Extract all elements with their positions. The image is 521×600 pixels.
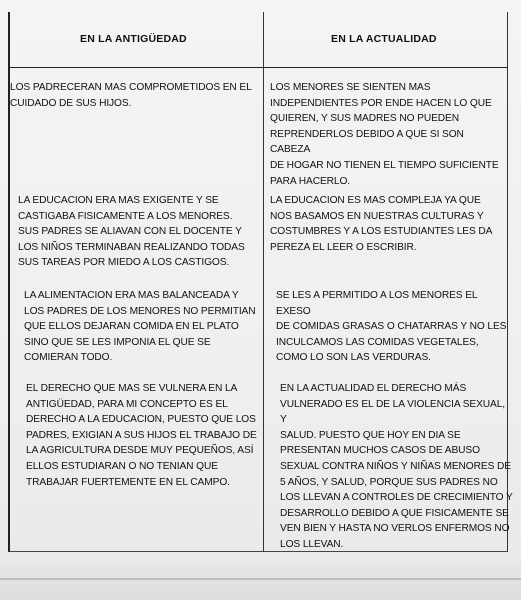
- row-3-antiguedad: LA ALIMENTACION ERA MAS BALANCEADA Y LOS PADRES DE LOS MENORES NO PERMITIAN QUE ELLOS DEJARAN COMIDA EN EL PLATO SINO QUE SE LES IMPONIA EL QUE SE COMIERAN TODO.: [24, 290, 256, 364]
- header-actualidad: EN LA ACTUALIDAD: [331, 33, 437, 45]
- row-4-antiguedad: EL DERECHO QUE MAS SE VULNERA EN LA ANTIGÜEDAD, PARA MI CONCEPTO ES EL DERECHO A LA EDUCACION, PUESTO QUE LOS PADRES, EXIGIAN A SUS HIJOS EL TRABAJO DE LA AGRICULTURA DESDE MUY PEQUEÑOS, ASÍ ELLOS ESTUDIARAN O NO TENIAN QUE TRABAJAR FUERTEMENTE EN EL CAMPO.: [26, 383, 257, 488]
- row-3-actualidad: SE LES A PERMITIDO A LOS MENORES EL EXESO DE COMIDAS GRASAS O CHATARRAS Y NO LES INCULCAMOS LAS COMIDAS VEGETALES, COMO LO SON LAS VERDURAS.: [276, 290, 507, 364]
- scan-edge-line: [0, 578, 521, 580]
- scan-bottom-edge: [0, 566, 521, 600]
- header-antiguedad: EN LA ANTIGÜEDAD: [80, 33, 187, 45]
- table-header-row: [8, 12, 508, 68]
- row-1-actualidad: LOS MENORES SE SIENTEN MAS INDEPENDIENTES POR ENDE HACEN LO QUE QUIEREN, Y SUS MADRES NO PUEDEN REPRENDERLOS DEBIDO A QUE SI SON CABEZA DE HOGAR NO TIENEN EL TIEMPO SUFICIENTE PARA HACERLO.: [270, 82, 499, 187]
- row-4-actualidad: EN LA ACTUALIDAD EL DERECHO MÁS VULNERADO ES EL DE LA VIOLENCIA SEXUAL, Y SALUD. PUESTO QUE HOY EN DIA SE PRESENTAN MUCHOS CASOS DE ABUSO SEXUAL CONTRA NIÑOS Y NIÑAS MENORES DE 5 AÑOS, Y SALUD, PORQUE SUS PADRES NO LOS LLEVAN A CONTROLES DE CRECIMIENTO Y DESARROLLO DEBIDO A QUE FISICAMENTE SE VEN BIEN Y HASTA NO VERLOS ENFERMOS NO LOS LLEVAN.: [280, 383, 513, 550]
- row-2-actualidad: LA EDUCACION ES MAS COMPLEJA YA QUE NOS BASAMOS EN NUESTRAS CULTURAS Y COSTUMBRES Y A LOS ESTUDIANTES LES DA PEREZA EL LEER O ESCRIBIR.: [270, 195, 493, 253]
- row-1-antiguedad: LOS PADRECERAN MAS COMPROMETIDOS EN EL CUIDADO DE SUS HIJOS.: [10, 82, 252, 109]
- row-2-antiguedad: LA EDUCACION ERA MAS EXIGENTE Y SE CASTIGABA FISICAMENTE A LOS MENORES. SUS PADRES SE ALIAVAN CON EL DOCENTE Y LOS NIÑOS TERMINABAN REALIZANDO TODAS SUS TAREAS POR MIEDO A LOS CASTIGOS.: [18, 195, 245, 269]
